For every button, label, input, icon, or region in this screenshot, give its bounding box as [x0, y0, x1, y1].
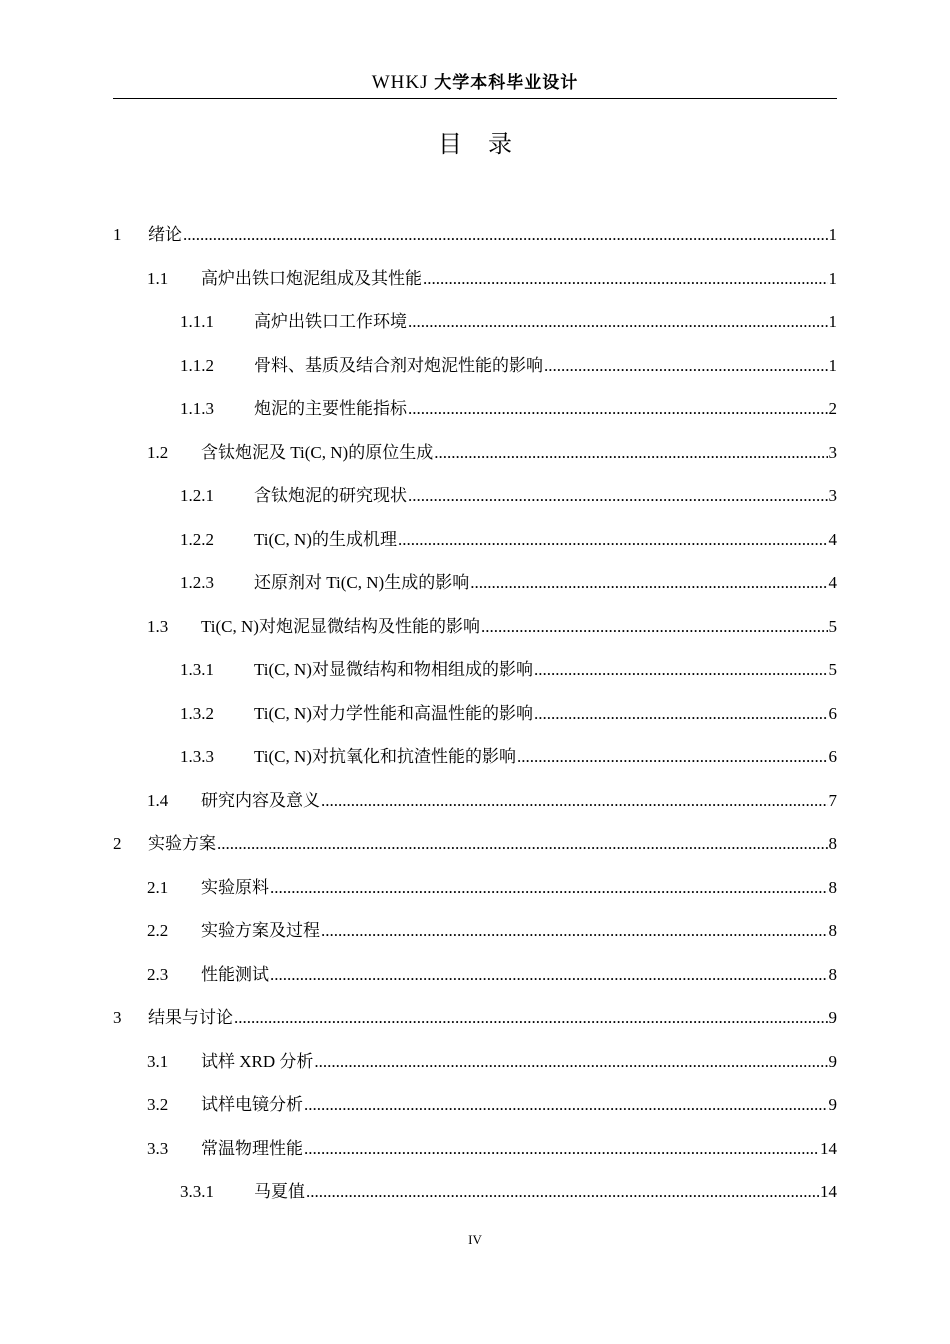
toc-entry-page: 9: [828, 1051, 837, 1071]
toc-entry-title: 实验方案: [148, 834, 216, 853]
toc-entry-number: 1.2.2: [180, 529, 214, 549]
toc-dot-leader: [321, 784, 828, 818]
toc-entry-number: 1.3.3: [180, 747, 214, 766]
toc-entry-number: 1.1.1: [180, 312, 214, 331]
toc-entry-page: 3: [828, 486, 837, 505]
toc-entry-title: Ti(C, N)对炮泥显微结构及性能的影响: [201, 616, 480, 636]
toc-entry-page: 3: [828, 442, 837, 462]
toc-entry-number: 1.3.2: [180, 703, 214, 723]
toc-entry[interactable]: [113, 610, 837, 654]
toc-entry-page: 1: [828, 268, 837, 288]
page-header: [113, 72, 837, 99]
toc-entry[interactable]: [113, 740, 837, 784]
toc-dot-leader: [234, 1001, 828, 1035]
toc-entry-title: 试样电镜分析: [201, 1095, 303, 1114]
toc-entry-title: 炮泥的主要性能指标: [254, 399, 407, 418]
toc-dot-leader: [423, 262, 828, 296]
toc-entry[interactable]: [113, 1001, 837, 1045]
page-title: 目录: [438, 130, 538, 158]
toc-entry[interactable]: [113, 218, 837, 262]
toc-dot-leader: [304, 1088, 828, 1122]
toc-entry-number: 1.2.3: [180, 573, 214, 592]
toc-entry-title: Ti(C, N)的生成机理: [254, 529, 397, 549]
toc-entry-number: 3.1: [147, 1051, 169, 1071]
toc-entry-number: 2.3: [147, 964, 169, 984]
toc-entry[interactable]: [113, 566, 837, 610]
toc-entry[interactable]: [113, 871, 837, 915]
toc-entry[interactable]: [113, 1088, 837, 1132]
toc-entry[interactable]: [113, 392, 837, 436]
toc-entry[interactable]: [113, 827, 837, 871]
toc-entry-title: Ti(C, N)对显微结构和物相组成的影响: [254, 660, 533, 679]
toc-entry-number: 1.1.2: [180, 355, 214, 375]
header-latin: WHKJ: [371, 72, 435, 93]
toc-dot-leader: [306, 1175, 819, 1209]
toc-entry-page: 8: [828, 921, 837, 940]
toc-entry-page: 9: [828, 1095, 837, 1114]
toc-dot-leader: [217, 827, 828, 861]
toc-entry[interactable]: [113, 349, 837, 393]
toc-entry-title: 性能测试: [201, 964, 269, 984]
toc-entry-page: 1: [828, 312, 837, 331]
toc-entry-page: 14: [820, 1138, 837, 1158]
toc-entry-page: 1: [828, 225, 837, 244]
toc-dot-leader: [408, 392, 828, 426]
toc-entry-title: 结果与讨论: [148, 1008, 233, 1027]
toc-dot-leader: [398, 523, 828, 557]
toc-entry[interactable]: [113, 1175, 837, 1219]
toc-entry[interactable]: [113, 784, 837, 828]
toc-entry-number: 1.1: [147, 268, 169, 288]
toc-entry[interactable]: [113, 305, 837, 349]
toc-entry-number: 3.3.1: [180, 1182, 214, 1201]
toc-entry-title: Ti(C, N)对抗氧化和抗渣性能的影响: [254, 747, 516, 766]
toc-entry-page: 6: [828, 703, 837, 723]
toc-dot-leader: [517, 740, 828, 774]
toc-entry-page: 8: [828, 964, 837, 984]
toc-dot-leader: [408, 479, 828, 513]
toc-entry-page: 7: [828, 790, 837, 810]
toc-dot-leader: [321, 914, 828, 948]
toc-entry-number: 2.1: [147, 877, 169, 897]
toc-entry-page: 4: [828, 573, 837, 592]
toc-entry-title: 研究内容及意义: [201, 790, 320, 810]
toc-entry-number: 1.3: [147, 616, 169, 636]
toc-dot-leader: [534, 697, 828, 731]
toc-dot-leader: [434, 436, 827, 470]
toc-dot-leader: [408, 305, 828, 339]
toc-dot-leader: [544, 349, 828, 383]
toc-dot-leader: [470, 566, 827, 600]
toc-entry-title: 还原剂对 Ti(C, N)生成的影响: [254, 573, 470, 592]
toc-entry[interactable]: [113, 479, 837, 523]
toc-entry-number: 3.2: [147, 1095, 169, 1114]
toc-entry-page: 5: [828, 660, 837, 679]
toc-entry[interactable]: [113, 1132, 837, 1176]
toc-dot-leader: [270, 871, 828, 905]
toc-dot-leader: [481, 610, 828, 644]
toc-entry[interactable]: [113, 653, 837, 697]
toc-entry-title: 常温物理性能: [201, 1138, 303, 1158]
toc-entry[interactable]: [113, 958, 837, 1002]
toc-entry-page: 9: [828, 1008, 837, 1027]
toc-entry[interactable]: [113, 697, 837, 741]
toc-entry-title: 高炉出铁口炮泥组成及其性能: [201, 268, 422, 288]
toc-dot-leader: [304, 1132, 819, 1166]
toc-entry-number: 1.1.3: [180, 399, 214, 418]
toc-entry[interactable]: [113, 436, 837, 480]
toc-entry-page: 8: [828, 877, 837, 897]
toc-entry-title: 高炉出铁口工作环境: [254, 312, 407, 331]
toc-entry-title: 马夏值: [254, 1182, 305, 1201]
toc-entry-title: 实验原料: [201, 877, 269, 897]
toc-entry-page: 6: [828, 747, 837, 766]
toc-entry-page: 1: [828, 355, 837, 375]
toc-dot-leader: [534, 653, 828, 687]
header-chinese: 大学本科毕业设计: [434, 73, 579, 93]
toc-entry-number: 1.2: [147, 442, 169, 462]
page-number: IV: [468, 1232, 482, 1247]
toc-entry-number: 3: [113, 1008, 122, 1027]
toc-entry[interactable]: [113, 523, 837, 567]
toc-entry[interactable]: [113, 914, 837, 958]
toc-entry-number: 1.4: [147, 790, 169, 810]
toc-entry-title: 骨料、基质及结合剂对炮泥性能的影响: [254, 355, 543, 375]
toc-entry[interactable]: [113, 262, 837, 306]
toc-entry-number: 2: [113, 834, 122, 853]
toc-entry-number: 2.2: [147, 921, 169, 940]
toc-entry-page: 4: [828, 529, 837, 549]
toc-entry-page: 2: [828, 399, 837, 418]
toc-entry-number: 1.2.1: [180, 486, 214, 505]
toc-entry-number: 1.3.1: [180, 660, 214, 679]
toc-entry-page: 5: [828, 616, 837, 636]
toc-entry-number: 3.3: [147, 1138, 169, 1158]
toc-entry-number: 1: [113, 225, 122, 244]
toc-entry-title: 绪论: [148, 225, 182, 244]
toc-entry-title: 试样 XRD 分析: [201, 1051, 314, 1071]
toc-dot-leader: [183, 218, 828, 252]
toc-entry-title: 含钛炮泥及 Ti(C, N)的原位生成: [201, 442, 434, 462]
toc-entry-page: 14: [820, 1182, 837, 1201]
toc-entry[interactable]: [113, 1045, 837, 1089]
toc-dot-leader: [314, 1045, 827, 1079]
toc-entry-title: 实验方案及过程: [201, 921, 320, 940]
toc-entry-title: 含钛炮泥的研究现状: [254, 486, 407, 505]
toc-dot-leader: [270, 958, 828, 992]
table-of-contents: [113, 218, 837, 1219]
toc-entry-page: 8: [828, 834, 837, 853]
toc-entry-title: Ti(C, N)对力学性能和高温性能的影响: [254, 703, 533, 723]
